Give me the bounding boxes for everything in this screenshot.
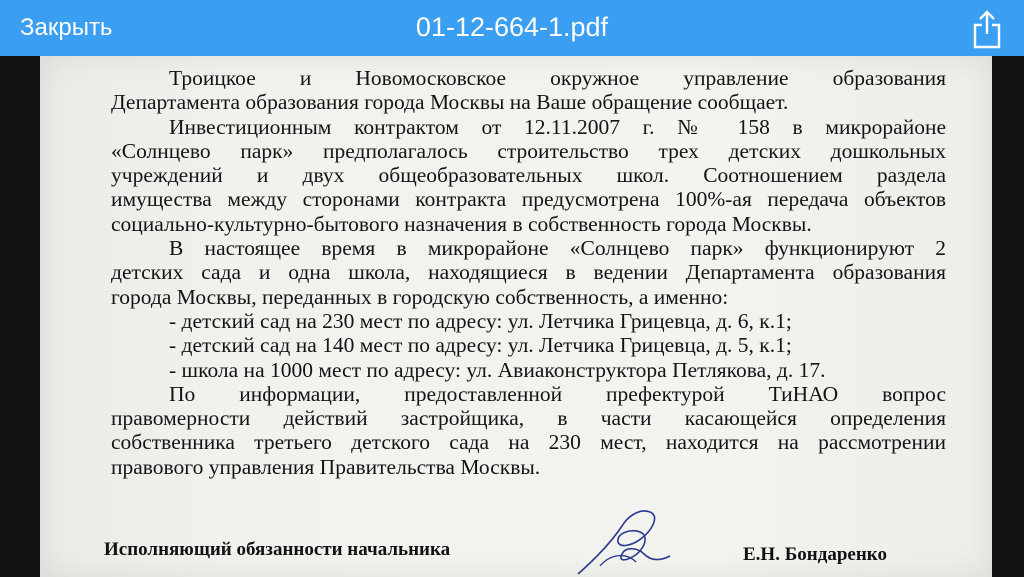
text-line: В настоящее время в микрорайоне «Солнцево парк» функционируют 2 <box>169 236 946 261</box>
paragraph-intro <box>111 66 946 115</box>
handwritten-signature <box>570 504 680 577</box>
text-line: «Солнцево парк» предполагалось строительство трех детских дошкольных <box>111 138 946 163</box>
list-item: - детский сад на 230 мест по адресу: ул. Летчика Грицевца, д. 6, к.1; <box>169 308 792 333</box>
text-line: социально-культурно-бытового назначения в собственность города Москвы. <box>111 211 812 236</box>
text-line: детских сада и одна школа, находящиеся в ведении Департамента образования <box>111 260 946 285</box>
text-line: имущества между сторонами контракта предусмотрена 100%-ая передача объектов <box>111 187 946 212</box>
signer-name: Е.Н. Бондаренко <box>743 544 887 565</box>
text-line: По информации, предоставленной префектурой ТиНАО вопрос <box>169 381 946 406</box>
text-line: Троицкое и Новомосковское окружное управление образования <box>169 66 946 90</box>
text-line: города Москвы, переданных в городскую собственность, а именно: <box>111 284 729 309</box>
share-button[interactable] <box>970 8 1004 50</box>
list-item: - детский сад на 140 мест по адресу: ул. Летчика Грицевца, д. 5, к.1; <box>169 333 792 358</box>
text-line: собственника третьего детского сада на 230 мест, находится на рассмотрении <box>111 430 946 455</box>
list-item: - школа на 1000 мест по адресу: ул. Авиаконструктора Петлякова, д. 17. <box>169 357 826 382</box>
facility-list <box>111 309 946 382</box>
document-page <box>40 56 992 577</box>
close-button[interactable]: Закрыть <box>20 14 113 41</box>
top-toolbar <box>0 0 1024 56</box>
document-title: 01-12-664-1.pdf <box>415 12 609 42</box>
signer-title: Исполняющий обязанности начальника <box>104 539 451 560</box>
text-line: правомерности действий застройщика, в части касающейся определения <box>111 406 946 431</box>
text-line: Инвестиционным контрактом от 12.11.2007 г. № 158 в микрорайоне <box>169 114 946 139</box>
paragraph-contract <box>111 115 946 236</box>
letter-body <box>111 66 946 479</box>
share-icon <box>970 8 1004 50</box>
paragraph-current <box>111 236 946 309</box>
text-line: правового управления Правительства Москвы. <box>111 454 541 479</box>
text-line: учреждений и двух общеобразовательных школ. Соотношением раздела <box>111 163 946 188</box>
text-line: Департамента образования города Москвы на Ваше обращение сообщает. <box>111 90 789 115</box>
paragraph-info <box>111 382 946 479</box>
